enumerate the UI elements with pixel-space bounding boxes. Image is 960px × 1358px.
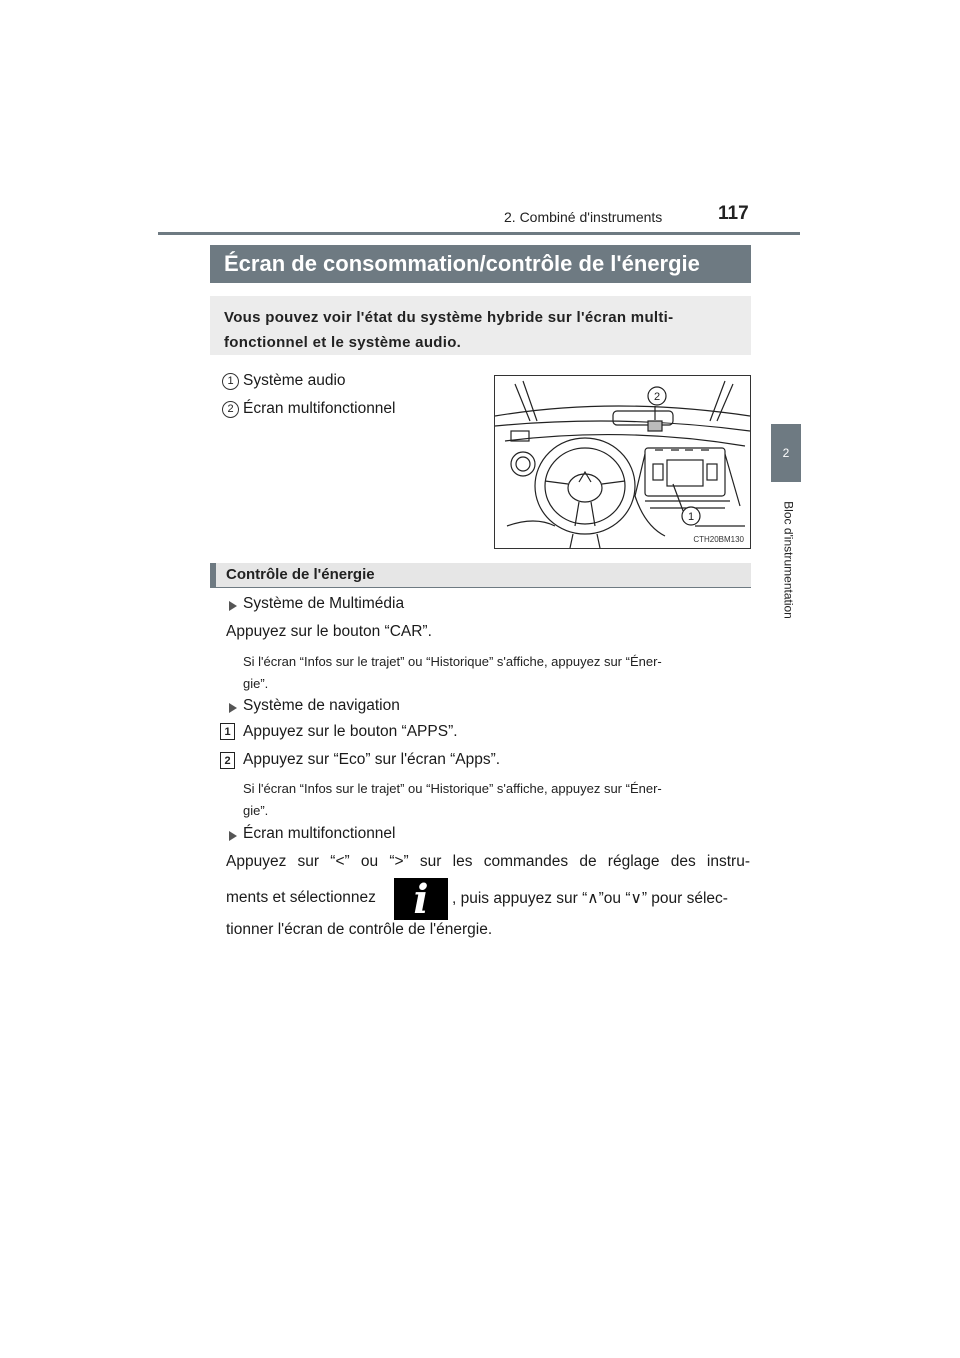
intro-line-1: Vous pouvez voir l'état du système hybride sur l'écran multi- [224, 309, 674, 326]
multi-display-line-2b: , puis appuyez sur “∧”ou “∨” pour sélec- [452, 890, 728, 907]
bullet-arrow-icon [229, 703, 237, 713]
multi-display-line-2a: ments et sélectionnez [226, 889, 376, 906]
dashboard-drawing [495, 376, 750, 548]
subsection-divider [210, 587, 751, 588]
page-number: 117 [718, 203, 749, 224]
step-number-1: 1 [220, 723, 235, 740]
callout-2: 2 [653, 391, 661, 403]
callout-1: 1 [687, 511, 695, 523]
multi-display-line-3: tionner l'écran de contrôle de l'énergie. [226, 921, 493, 938]
page-title: Écran de consommation/contrôle de l'énergie [210, 245, 751, 283]
navigation-note-line-1: Si l'écran “Infos sur le trajet” ou “Historique” s'affiche, appuyez sur “Éner- [243, 781, 662, 796]
multimedia-note-line-1: Si l'écran “Infos sur le trajet” ou “Historique” s'affiche, appuyez sur “Éner- [243, 654, 662, 669]
navigation-note-line-2: gie”. [243, 803, 269, 818]
chapter-tab-label-text: Bloc d'instrumentation [781, 501, 796, 619]
header-divider [158, 232, 800, 235]
subsection-title: Contrôle de l'énergie [210, 563, 751, 587]
figure-code: CTH20BM130 [693, 535, 744, 544]
chapter-tab: 2 [771, 424, 801, 482]
multi-display-heading: Écran multifonctionnel [243, 825, 396, 842]
multi-display-line-1: Appuyez sur “<” ou “>” sur les commandes de réglage des instru- [226, 853, 750, 870]
item-number-2: 2 [222, 401, 239, 418]
section-header: 2. Combiné d'instruments [504, 209, 663, 225]
step-number-2: 2 [220, 752, 235, 769]
item-label-2: Écran multifonctionnel [243, 400, 396, 417]
navigation-heading: Système de navigation [243, 697, 400, 714]
item-label-1: Système audio [243, 372, 346, 389]
multimedia-instruction: Appuyez sur le bouton “CAR”. [226, 623, 432, 640]
multimedia-note-line-2: gie”. [243, 676, 269, 691]
intro-line-2: fonctionnel et le système audio. [224, 334, 462, 351]
navigation-note [243, 778, 662, 822]
dashboard-illustration [494, 375, 751, 549]
intro-box [210, 296, 751, 355]
bullet-arrow-icon [229, 831, 237, 841]
bullet-arrow-icon [229, 601, 237, 611]
info-icon: i [394, 878, 448, 920]
chapter-tab-label [778, 490, 794, 635]
item-number-1: 1 [222, 373, 239, 390]
navigation-step-2: Appuyez sur “Eco” sur l'écran “Apps”. [243, 751, 501, 768]
navigation-step-1: Appuyez sur le bouton “APPS”. [243, 723, 458, 740]
multimedia-note [243, 651, 662, 695]
multimedia-heading: Système de Multimédia [243, 595, 405, 612]
